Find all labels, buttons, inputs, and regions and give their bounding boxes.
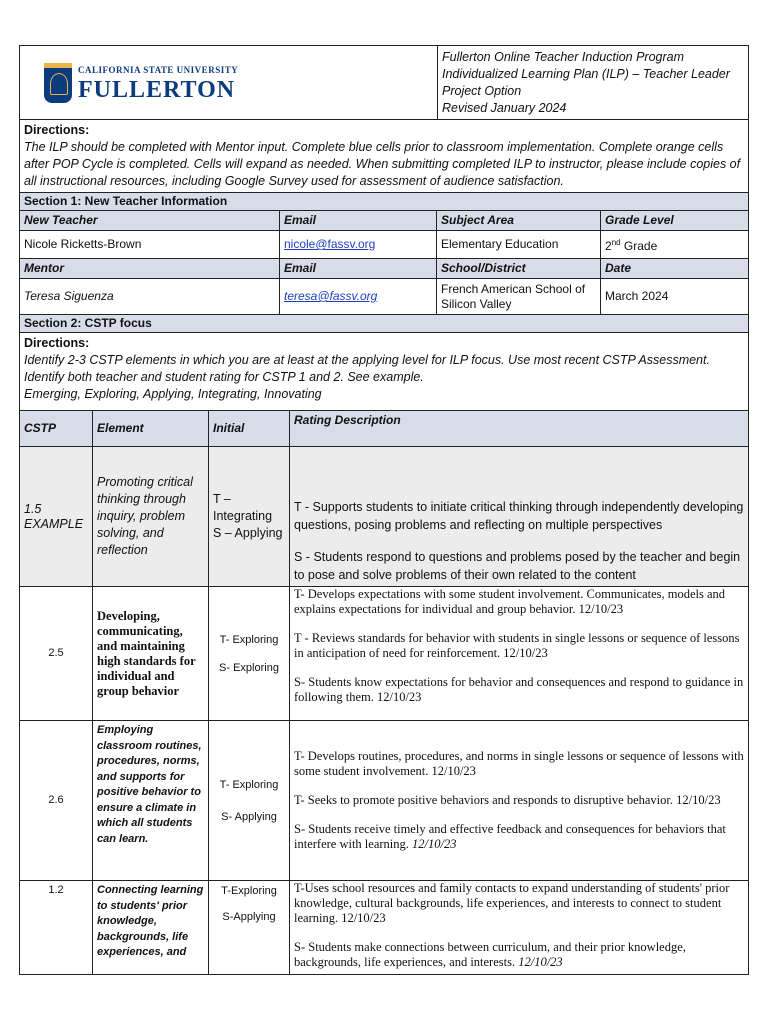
header-grade-level: Grade Level: [601, 211, 749, 231]
section1-table: [19, 119, 749, 411]
header-email: Email: [280, 211, 437, 231]
header-mentor-email: Email: [280, 259, 437, 279]
cstp-number: 1.2: [20, 881, 93, 975]
initial-student: S- Applying: [221, 810, 277, 823]
grade-number: 2: [605, 239, 612, 253]
desc-teacher: T - Reviews standards for behavior with students in single lessons or sequence of lessons in anticipation of need for reinforcement. 12/10/23: [294, 631, 740, 660]
grade-level: [601, 231, 749, 259]
cstp-element: Connecting learning to students' prior knowledge, backgrounds, life experiences, and: [93, 881, 209, 975]
desc-student: [294, 940, 744, 970]
desc-student-date: 12/10/23: [412, 837, 457, 851]
cstp-table: [19, 410, 749, 975]
desc-teacher: T-Uses school resources and family contacts to expand understanding of students' prior knowledge, cultural backgrounds, life experiences, and interests to connect to student learning. 12/10/23: [294, 881, 730, 925]
initial-student: S- Exploring: [219, 661, 279, 674]
section2-directions: [20, 333, 749, 411]
initial-rating: [209, 447, 290, 587]
table-row: [20, 721, 749, 881]
logo-small-text: CALIFORNIA STATE UNIVERSITY: [78, 65, 239, 75]
cstp-number: 2.5: [20, 587, 93, 721]
directions-label: Directions:: [24, 123, 90, 137]
header-table: [19, 45, 749, 120]
rating-description: [290, 881, 749, 975]
mentor-email-cell: [280, 279, 437, 315]
program-info: [438, 46, 749, 120]
mentor-name: Teresa Siguenza: [20, 279, 280, 315]
initial-rating: [209, 881, 290, 975]
header-subject-area: Subject Area: [437, 211, 601, 231]
teacher-email-link[interactable]: nicole@fassv.org: [284, 237, 376, 251]
initial-teacher: T-Exploring: [221, 885, 277, 897]
section2-title: Section 2: CSTP focus: [20, 315, 749, 333]
desc-student: S - Students respond to questions and problems posed by the teacher and begin to pose and solve problems of their own related to the content: [294, 550, 741, 582]
initial-student: S – Applying: [213, 526, 283, 540]
rating-description: [290, 587, 749, 721]
rating-levels: Emerging, Exploring, Applying, Integrating, Innovating: [24, 387, 322, 401]
desc-teacher: T - Supports students to initiate critical thinking through independently developing questions, posing problems and reflecting on multiple perspectives: [294, 500, 744, 532]
mentor-email-link[interactable]: teresa@fassv.org: [284, 289, 378, 303]
header-date: Date: [601, 259, 749, 279]
program-line: Revised January 2024: [442, 101, 567, 115]
col-header-cstp: CSTP: [20, 411, 93, 447]
cstp-number: 2.6: [20, 721, 93, 881]
grade-suffix: nd: [611, 238, 621, 247]
school-district: French American School of Silicon Valley: [437, 279, 601, 315]
program-line: Individualized Learning Plan (ILP) – Teacher Leader: [442, 67, 730, 81]
logo-big-text: FULLERTON: [78, 77, 236, 103]
initial-teacher: T- Exploring: [219, 778, 279, 791]
initial-teacher: T- Exploring: [219, 633, 279, 646]
teacher-email-cell: [280, 231, 437, 259]
table-row: [20, 881, 749, 975]
col-header-rating-description: Rating Description: [290, 411, 749, 447]
section2-directions-text: Identify 2-3 CSTP elements in which you are at least at the applying level for ILP focus. Use most recent CSTP Assessment. Identify both teacher and student rating for CSTP 1 and 2. See example.: [24, 353, 710, 384]
program-line: Project Option: [442, 84, 522, 98]
table-row: [20, 587, 749, 721]
table-row: [20, 447, 749, 587]
cstp-element: Employing classroom routines, procedures, norms, and supports for positive behavior to ensure a climate in which all students can learn.: [93, 721, 209, 881]
date-value: March 2024: [601, 279, 749, 315]
initial-rating: [209, 587, 290, 721]
cstp-number: 1.5 EXAMPLE: [20, 447, 93, 587]
subject-area: Elementary Education: [437, 231, 601, 259]
desc-teacher: T- Develops routines, procedures, and norms in single lessons or sequence of lessons with some student involvement. 12/10/23: [294, 749, 744, 778]
program-line: Fullerton Online Teacher Induction Program: [442, 50, 685, 64]
header-mentor: Mentor: [20, 259, 280, 279]
initial-teacher: T – Integrating: [213, 492, 273, 523]
directions-text: The ILP should be completed with Mentor input. Complete blue cells prior to classroom implementation. Complete orange cells after POP Cycle is completed. Cells will expand as needed. When submitting completed ILP to instructor, please include copies of all instructional resources, including Google Survey used for assessment of audience satisfaction.: [24, 140, 741, 188]
csuf-logo: [24, 53, 433, 113]
rating-description: [290, 721, 749, 881]
teacher-name: Nicole Ricketts-Brown: [20, 231, 280, 259]
desc-student-date: 12/10/23: [518, 955, 563, 969]
directions-cell: [20, 120, 749, 193]
cstp-element: Promoting critical thinking through inquiry, problem solving, and reflection: [93, 447, 209, 587]
desc-student: [294, 822, 744, 852]
cstp-element: Developing, communicating, and maintaining high standards for individual and group behavior: [93, 587, 209, 721]
header-school-district: School/District: [437, 259, 601, 279]
ilp-document: [19, 45, 748, 975]
desc-student: S- Students know expectations for behavior and consequences and respond to guidance in following them. 12/10/23: [294, 675, 744, 704]
desc-student-text: S- Students receive timely and effective feedback and consequences for behaviors that interfere with learning.: [294, 822, 726, 851]
header-new-teacher: New Teacher: [20, 211, 280, 231]
desc-student-text: S- Students make connections between curriculum, and their prior knowledge, backgrounds, life experiences, and interests.: [294, 940, 686, 969]
initial-student: S-Applying: [222, 911, 276, 923]
grade-word: Grade: [620, 239, 658, 253]
desc-teacher: T- Develops expectations with some student involvement. Communicates, models and explains expectations for individual and group behavior. 12/10/23: [294, 587, 726, 616]
section2-directions-label: Directions:: [24, 336, 90, 350]
desc-teacher: T- Seeks to promote positive behaviors and responds to disruptive behavior. 12/10/23: [294, 793, 721, 807]
section1-title: Section 1: New Teacher Information: [20, 193, 749, 211]
rating-description: [290, 447, 749, 587]
initial-rating: [209, 721, 290, 881]
col-header-initial: Initial: [209, 411, 290, 447]
col-header-element: Element: [93, 411, 209, 447]
university-seal-icon: [44, 63, 72, 103]
logo-cell: [20, 46, 438, 120]
